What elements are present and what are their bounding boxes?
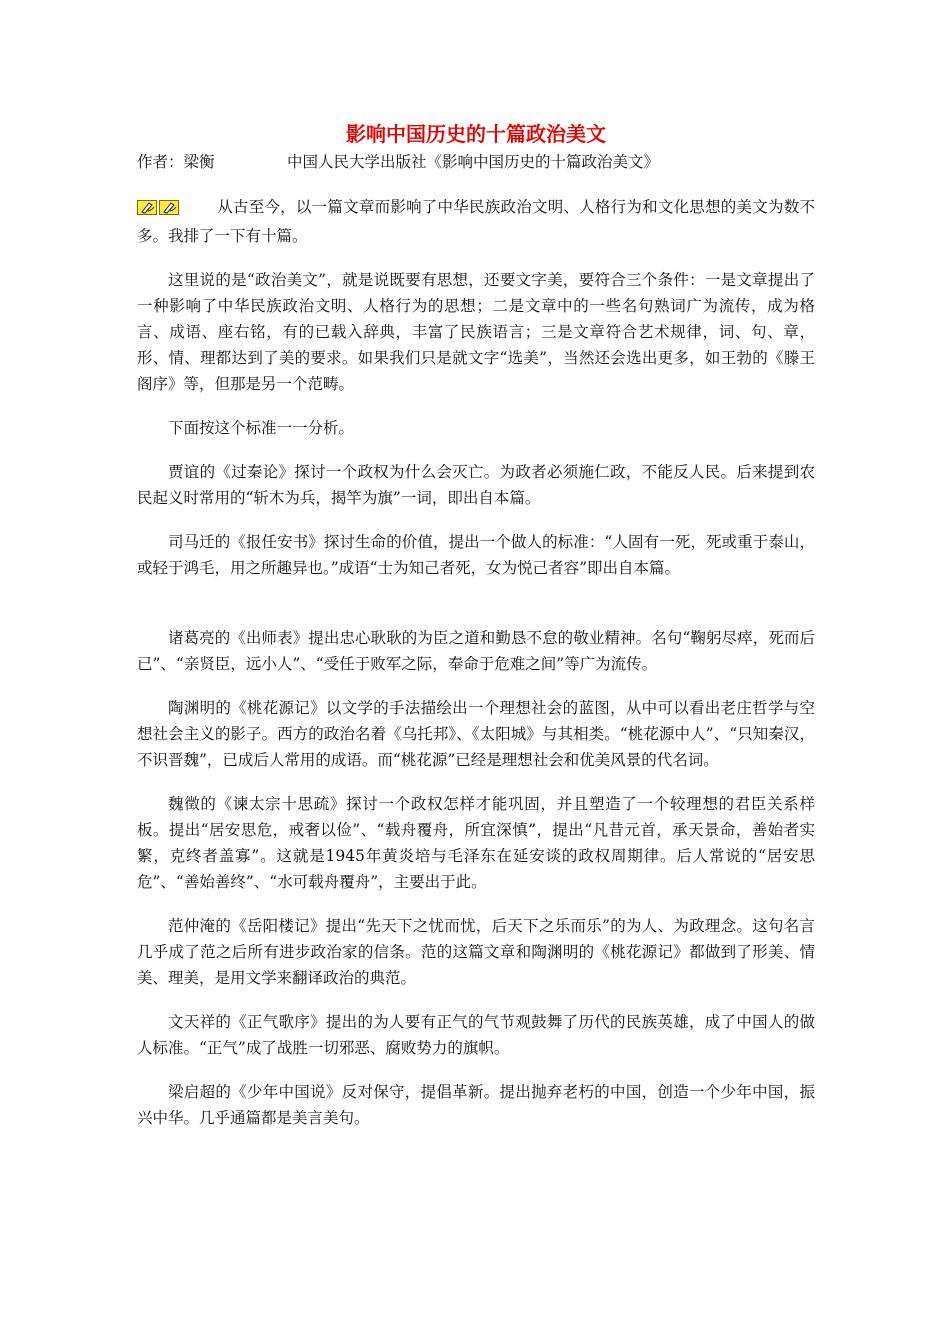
paragraph-chu-shi-biao: 诸葛亮的《出师表》提出忠心耿耿的为臣之道和勤恳不怠的敬业精神。名句“鞠躬尽瘁，死而后已”、“亲贤臣，远小人”、“受任于败军之际，奉命于危难之间”等广为流传。	[137, 629, 815, 673]
document-meta	[137, 150, 815, 174]
intro-icons	[137, 197, 181, 223]
paragraph-guo-qin-lun: 贾谊的《过秦论》探讨一个政权为什么会灭亡。为政者必须施仁政，不能反人民。后来提到农民起义时常用的“斩木为兵，揭竿为旗”一词，即出自本篇。	[137, 463, 815, 507]
pen-icon	[137, 200, 157, 215]
paragraph-zheng-qi-ge-xu: 文天祥的《正气歌序》提出的为人要有正气的气节观鼓舞了历代的民族英雄，成了中国人的做人标准。“正气”成了战胜一切邪恶、腐败势力的旗帜。	[137, 1013, 815, 1057]
publisher-line: 中国人民大学出版社《影响中国历史的十篇政治美文》	[287, 153, 660, 171]
intro-text: 从古至今，以一篇文章而影响了中华民族政治文明、人格行为和文化思想的美文为数不多。我排了一下有十篇。	[137, 198, 815, 245]
pen-icon	[159, 200, 179, 215]
paragraph-analysis-intro: 下面按这个标准一一分析。	[168, 419, 355, 437]
paragraph-yue-yang-lou-ji: 范仲淹的《岳阳楼记》提出“先天下之忧而忧，后天下之乐而乐”的为人、为政理念。这句名言几乎成了范之后所有进步政治家的信条。范的这篇文章和陶渊明的《桃花源记》都做到了形美、情美、理美，是用文学来翻译政治的典范。	[137, 917, 815, 987]
intro-paragraph	[137, 194, 815, 249]
document-title: 影响中国历史的十篇政治美文	[346, 122, 606, 146]
author-line: 作者：梁衡	[137, 153, 215, 171]
paragraph-criteria: 这里说的是“政治美文”，就是说既要有思想，还要文字美，要符合三个条件：一是文章提出了一种影响了中华民族政治文明、人格行为的思想；二是文章中的一些名句熟词广为流传，成为格言、成语、座右铭，有的已载入辞典，丰富了民族语言；三是文章符合艺术规律，词、句、章，形、情、理都达到了美的要求。如果我们只是就文字“选美”，当然还会选出更多，如王勃的《滕王阁序》等，但那是另一个范畴。	[137, 271, 815, 393]
paragraph-shao-nian-zhong-guo-shuo: 梁启超的《少年中国说》反对保守，提倡革新。提出抛弃老朽的中国，创造一个少年中国，振兴中华。几乎通篇都是美言美句。	[137, 1083, 815, 1127]
paragraph-tao-hua-yuan-ji: 陶渊明的《桃花源记》以文学的手法描绘出一个理想社会的蓝图，从中可以看出老庄哲学与空想社会主义的影子。西方的政治名着《乌托邦》、《太阳城》与其相类。“桃花源中人”、“只知秦汉，不识晋魏”，已成后人常用的成语。而“桃花源”已经是理想社会和优美风景的代名词。	[137, 699, 815, 769]
document-page	[137, 120, 815, 1131]
paragraph-bao-ren-an-shu: 司马迁的《报任安书》探讨生命的价值，提出一个做人的标准：“人固有一死，死或重于泰山，或轻于鸿毛，用之所趣异也。”成语“士为知己者死，女为悦己者容”即出自本篇。	[137, 533, 815, 577]
paragraph-jian-tai-zong: 魏徵的《谏太宗十思疏》探讨一个政权怎样才能巩固，并且塑造了一个较理想的君臣关系样板。提出“居安思危，戒奢以俭”、“载舟覆舟，所宜深慎”，提出“凡昔元首，承天景命，善始者实繁，克终者盖寡”。这就是1945年黄炎培与毛泽东在延安谈的政权周期律。后人常说的“居安思危”、“善始善终”、“水可载舟覆舟”，主要出于此。	[137, 795, 815, 891]
